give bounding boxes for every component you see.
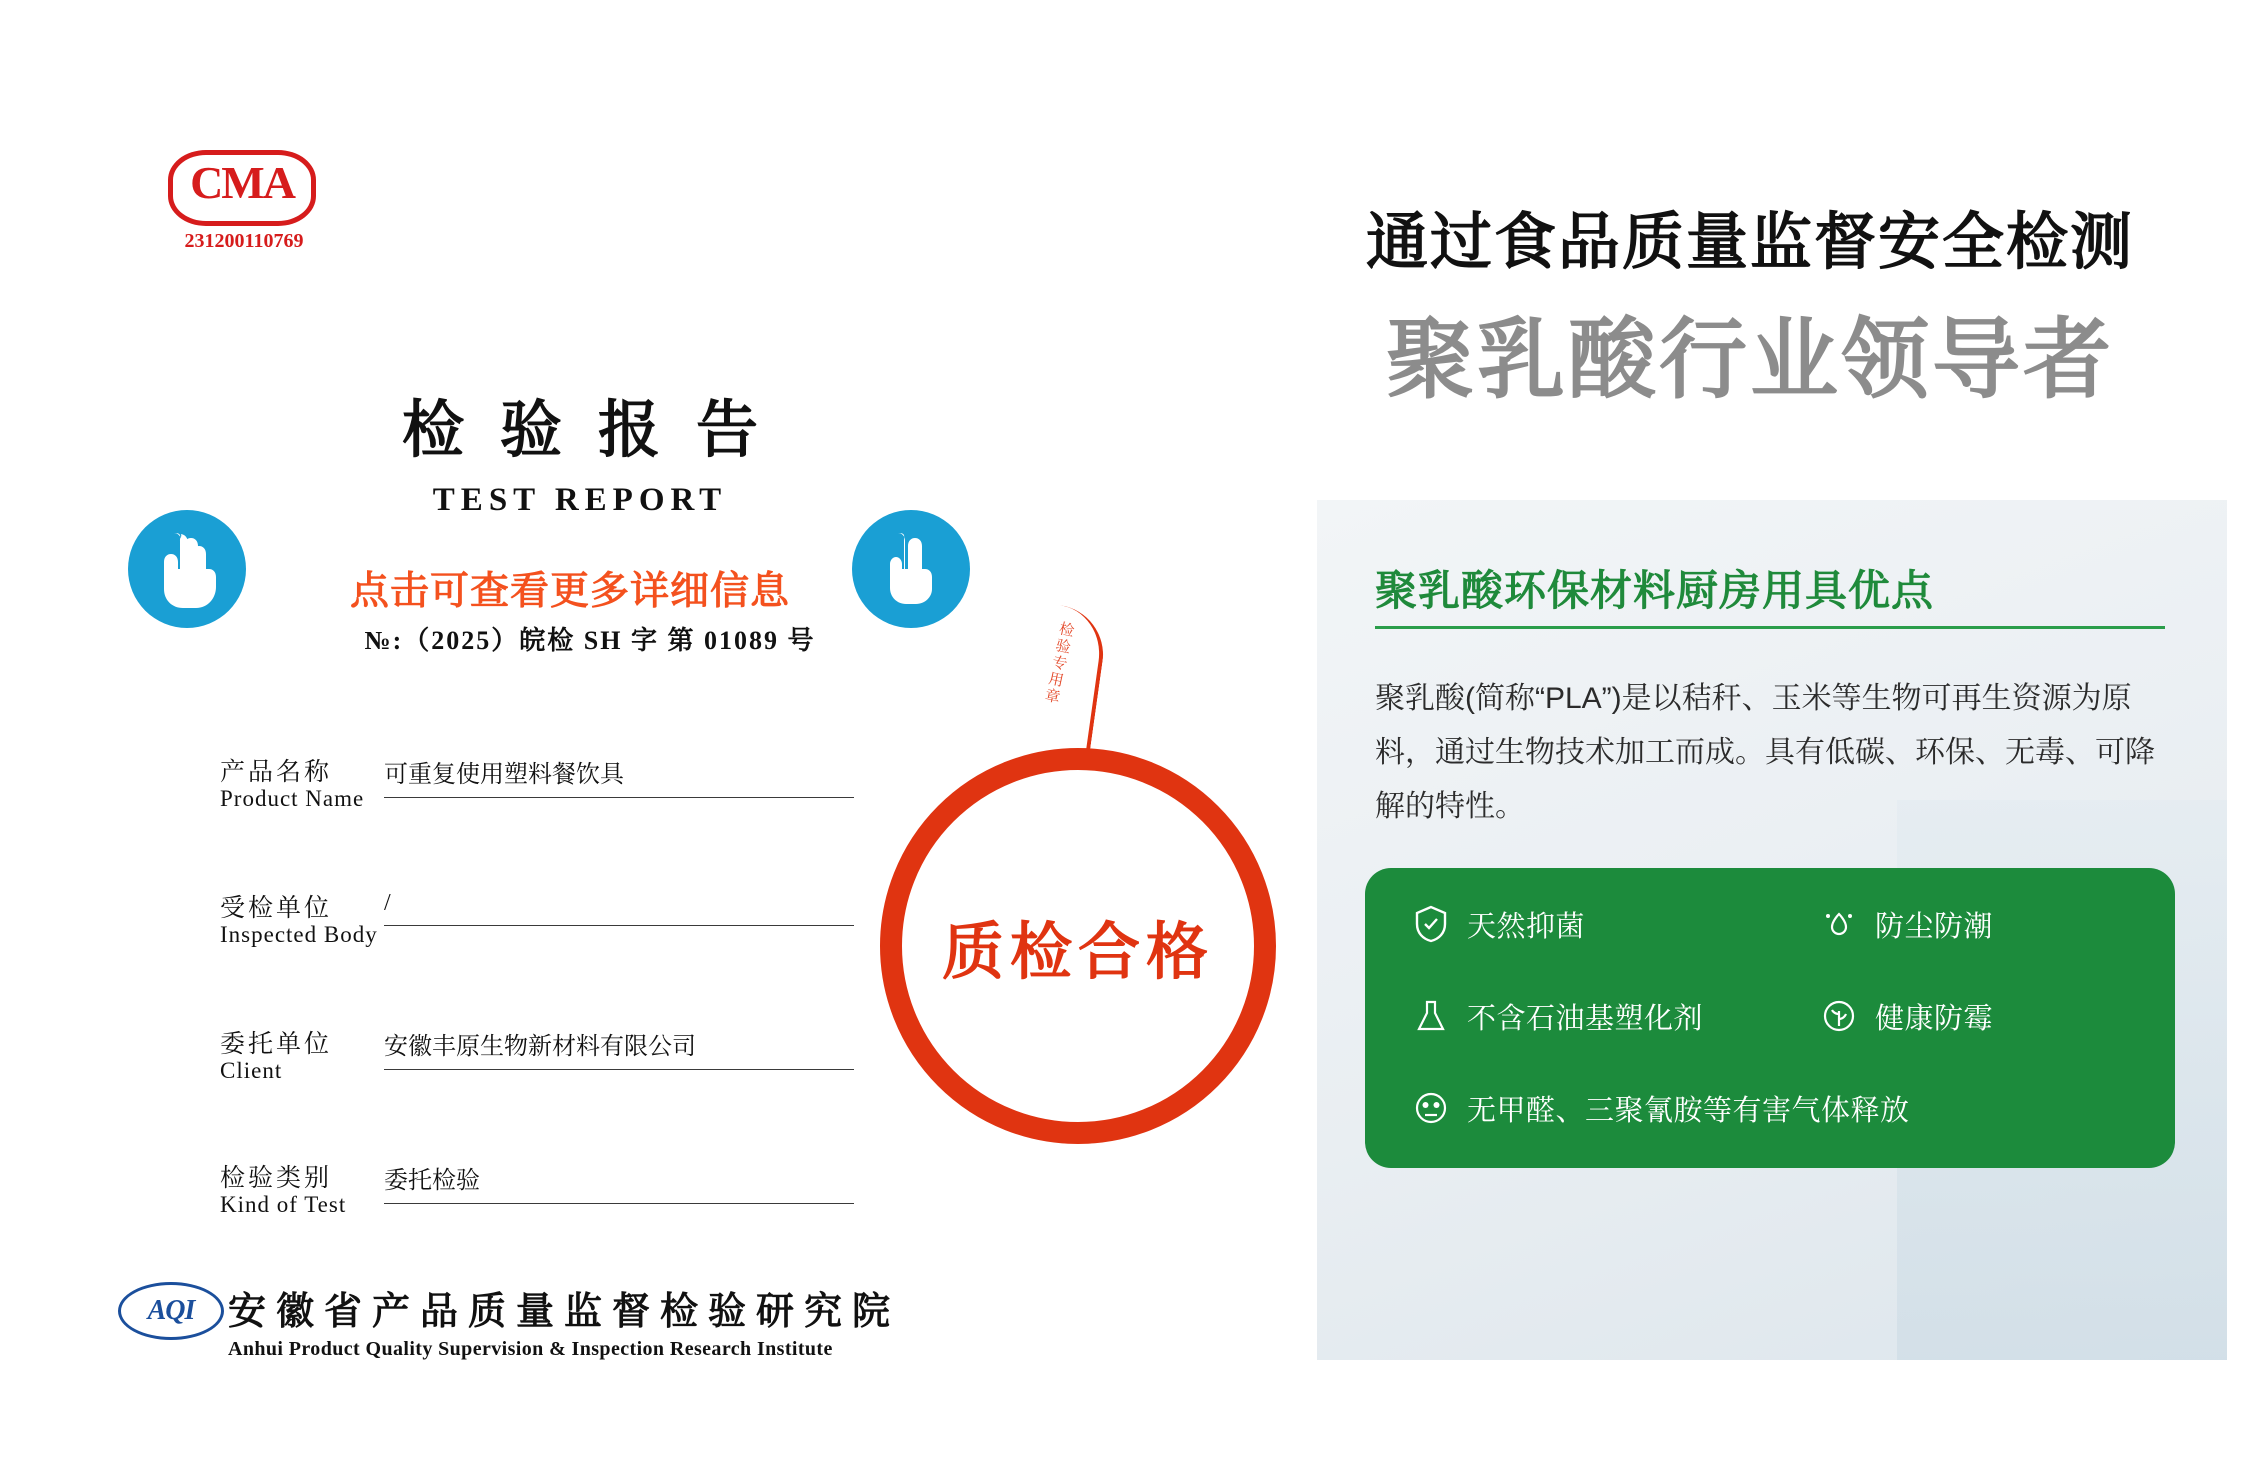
click-hint-text[interactable] xyxy=(290,560,850,616)
click-hand-icon-secondary[interactable] xyxy=(852,510,970,628)
skull-icon xyxy=(1409,1086,1453,1130)
cma-logo-letters: CMA xyxy=(190,157,294,208)
card-body-text: 聚乳酸(简称“PLA”)是以秸秆、玉米等生物可再生资源为原料，通过生物技术加工而成。具有低碳、环保、无毒、可降解的特性。 xyxy=(1375,682,2155,823)
click-hint-label: 点击可查看更多详细信息 xyxy=(349,570,790,613)
card-title: 聚乳酸环保材料厨房用具优点 xyxy=(1375,567,1935,614)
feature-item xyxy=(1817,994,1993,1038)
feature-label: 不含石油基塑化剂 xyxy=(1467,1002,1704,1035)
feature-item xyxy=(1409,1086,1910,1130)
feature-item xyxy=(1817,902,1993,946)
feature-list xyxy=(1365,868,2175,1168)
page-title-english: TEST REPORT xyxy=(432,482,728,518)
feature-item xyxy=(1409,994,1703,1038)
field-label-cn: 产品名称 xyxy=(220,759,333,786)
feature-label: 防尘防潮 xyxy=(1875,910,1994,943)
flask-icon xyxy=(1409,994,1453,1038)
field-value: 安徽丰原生物新材料有限公司 xyxy=(384,1026,854,1070)
report-number: №:（2025）皖检 SH 字 第 01089 号 xyxy=(364,626,816,655)
pla-info-card xyxy=(1317,500,2227,1360)
field-value: 委托检验 xyxy=(384,1160,854,1204)
marketing-panel xyxy=(1300,0,2250,1460)
field-value: 可重复使用塑料餐饮具 xyxy=(384,754,854,798)
headline-primary: 通过食品质量监督安全检测 xyxy=(1365,208,2134,277)
field-label-cn: 受检单位 xyxy=(220,895,333,922)
feature-label: 无甲醛、三聚氰胺等有害气体释放 xyxy=(1467,1094,1910,1127)
field-label-en: Client xyxy=(220,1058,283,1083)
stamp-label: 质检合格 xyxy=(941,917,1214,987)
institute-name-cn: 安徽省产品质量监督检验研究院 xyxy=(228,1291,901,1333)
cma-logo xyxy=(168,150,326,260)
cma-certificate-number: 231200110769 xyxy=(184,230,304,252)
feature-label: 健康防霉 xyxy=(1875,1002,1994,1035)
field-label-cn: 委托单位 xyxy=(220,1031,333,1058)
droplet-icon xyxy=(1817,902,1861,946)
field-label-en: Kind of Test xyxy=(220,1192,347,1217)
aqi-logo xyxy=(118,1282,224,1340)
aqi-logo-text: AQI xyxy=(147,1295,195,1326)
institute-name-en: Anhui Product Quality Supervision & Inspection Research Institute xyxy=(228,1338,833,1360)
page-title: 检验报告 xyxy=(401,397,794,465)
field-label-cn: 检验类别 xyxy=(220,1165,333,1192)
quality-pass-stamp xyxy=(880,748,1276,1144)
feature-label: 天然抑菌 xyxy=(1467,910,1586,943)
headline-secondary: 聚乳酸行业领导者 xyxy=(1385,310,2114,409)
leaf-icon xyxy=(1817,994,1861,1038)
click-hand-icon[interactable] xyxy=(128,510,246,628)
field-value: / xyxy=(384,890,854,926)
field-label-en: Product Name xyxy=(220,786,365,811)
card-divider xyxy=(1375,626,2165,629)
stamp-ribbon-text: 检验专用章 xyxy=(1043,620,1076,707)
hand-pointer-icon xyxy=(874,528,948,610)
hand-pointer-icon xyxy=(150,528,224,610)
field-label-en: Inspected Body xyxy=(220,922,378,947)
shield-icon xyxy=(1409,902,1453,946)
feature-item xyxy=(1409,902,1585,946)
